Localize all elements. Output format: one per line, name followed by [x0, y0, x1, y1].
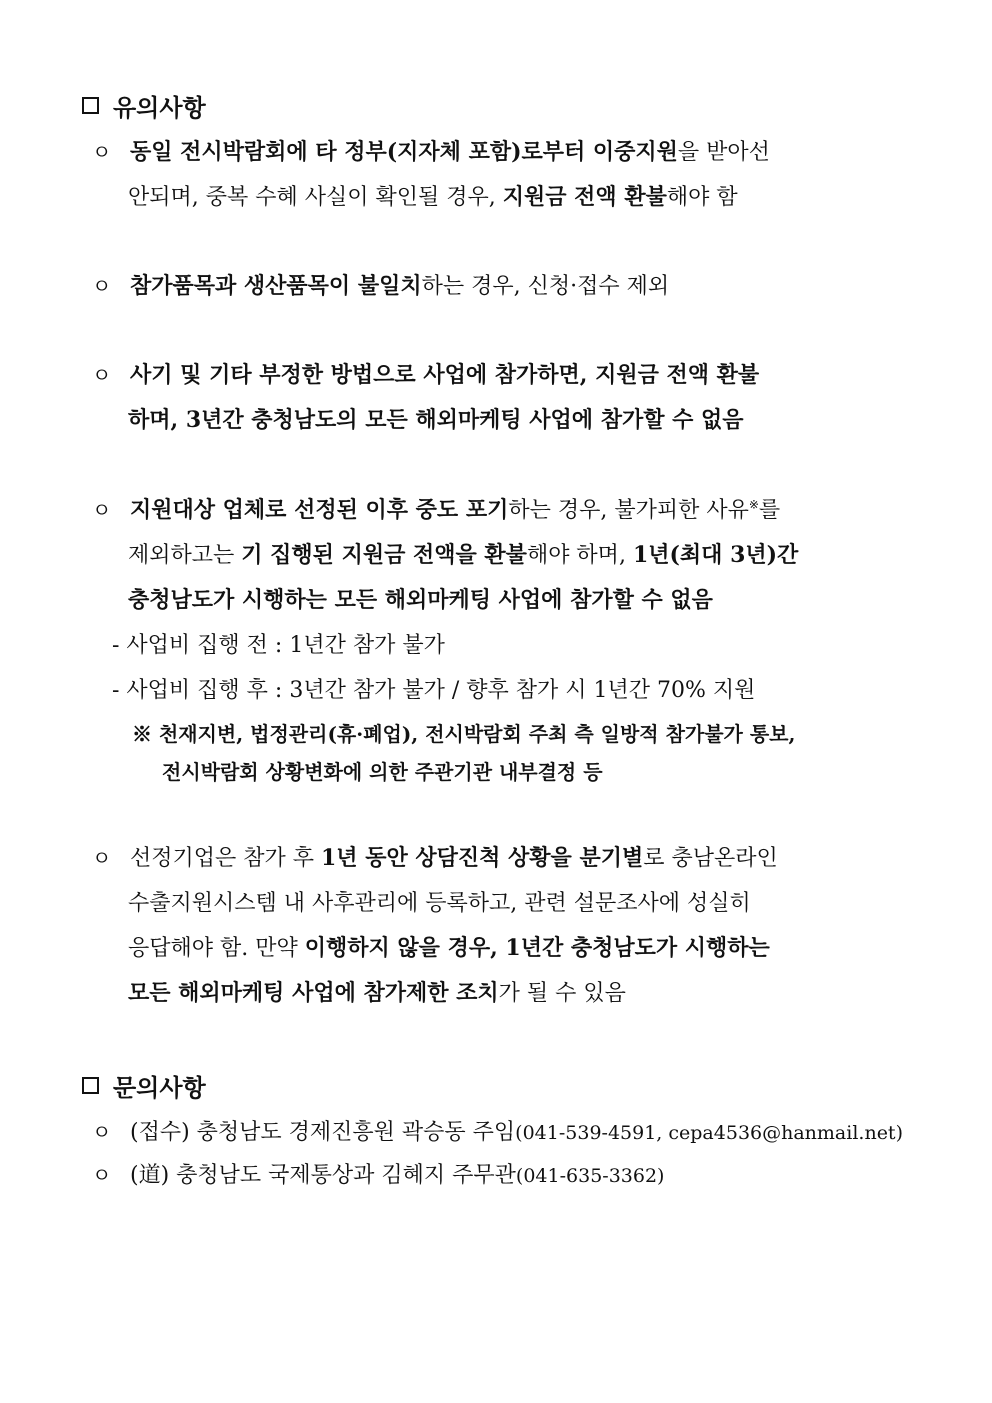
section-title-notes: 유의사항 [82, 88, 206, 123]
contact-item-2: ㅇ (道) 충청남도 국제통상과 김혜지 주무관(041-635-3362) [92, 1153, 664, 1197]
circle-bullet-icon: ㅇ [92, 846, 112, 870]
footnote-line-2: 전시박람회 상황변화에 의한 주관기관 내부결정 등 [162, 760, 603, 784]
footnote-line-1: ※ 천재지변, 법정관리(휴·폐업), 전시박람회 주최 측 일방적 참가불가 통보, [132, 722, 796, 746]
sub-item-after: - 사업비 집행 후 : 3년간 참가 불가 / 향후 참가 시 1년간 70% 지원 [112, 678, 756, 703]
circle-bullet-icon: ㅇ [92, 274, 112, 298]
circle-bullet-icon: ㅇ [92, 1163, 112, 1187]
note-item-1: ㅇ 동일 전시박람회에 타 정부(지자체 포함)로부터 이중지원을 받아선 안되며, 중복 수혜 사실이 확인될 경우, 지원금 전액 환불해야 함 [92, 130, 922, 220]
section-title-inquiry: 문의사항 [82, 1068, 206, 1103]
note-item-4: ㅇ 지원대상 업체로 선정된 이후 중도 포기하는 경우, 불가피한 사유※를 제외하고는 기 집행된 지원금 전액을 환불해야 하며, 1년(최대 3년)간 충청남도가 시행하는 모든 해외마케팅 사업에 참가할 수 없음 [92, 488, 922, 623]
note-item-3: ㅇ 사기 및 기타 부정한 방법으로 사업에 참가하면, 지원금 전액 환불 하며, 3년간 충청남도의 모든 해외마케팅 사업에 참가할 수 없음 [92, 353, 922, 443]
square-bullet-icon [82, 1077, 99, 1094]
circle-bullet-icon: ㅇ [92, 140, 112, 164]
circle-bullet-icon: ㅇ [92, 363, 112, 387]
contact-item-1: ㅇ (접수) 충청남도 경제진흥원 곽승동 주임(041-539-4591, cepa4536@hanmail.net) [92, 1110, 903, 1154]
note-item-5: ㅇ 선정기업은 참가 후 1년 동안 상담진척 상황을 분기별로 충남온라인 수출지원시스템 내 사후관리에 등록하고, 관련 설문조사에 성실히 응답해야 함. 만약 이행하지 않을 경우, 1년간 충청남도가 시행하는 모든 해외마케팅 사업에 참가제한 조치가 될 수 있음 [92, 836, 922, 1016]
circle-bullet-icon: ㅇ [92, 1120, 112, 1144]
sub-item-before: - 사업비 집행 전 : 1년간 참가 불가 [112, 633, 445, 658]
square-bullet-icon [82, 97, 99, 114]
circle-bullet-icon: ㅇ [92, 498, 112, 522]
note-item-2: ㅇ 참가품목과 생산품목이 불일치하는 경우, 신청·접수 제외 [92, 264, 922, 309]
